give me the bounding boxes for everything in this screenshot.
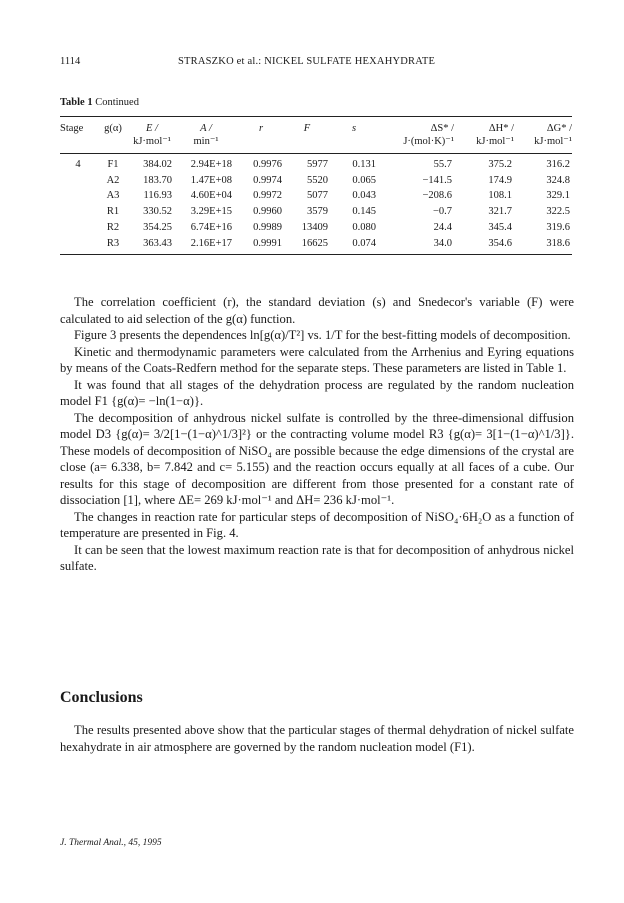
table-row [60, 236, 572, 255]
table-header-row-2 [60, 135, 572, 154]
page-number: 1114 [60, 56, 81, 67]
table-cell: 330.52 [143, 206, 172, 218]
table-cell: 0.131 [352, 159, 376, 170]
table-cell: 5520 [307, 174, 328, 186]
table-cell: 6.74E+16 [190, 221, 232, 233]
header-cell: ΔS* / [430, 123, 454, 134]
table-cell: R3 [106, 237, 120, 249]
table-cell: 0.145 [352, 206, 376, 218]
table-cell: A2 [106, 174, 120, 186]
table-row [60, 173, 572, 189]
table-cell: 375.2 [488, 159, 512, 170]
table-cell: 116.93 [143, 190, 172, 202]
table-cell: 5977 [307, 159, 328, 170]
paragraph: It can be seen that the lowest maximum reaction rate is that for decomposition of anhydrous nickel sulfate. [60, 542, 574, 573]
table-cell: R1 [106, 206, 120, 218]
header-cell: J·(mol·K)⁻¹ [403, 136, 454, 147]
table-cell: 0.9991 [253, 237, 282, 249]
table-cell: 354.25 [143, 221, 172, 233]
table-cell: 0.074 [352, 237, 376, 249]
table-cell: 24.4 [433, 221, 452, 233]
table-cell: −0.7 [432, 206, 452, 218]
table-cell: 0.080 [352, 221, 376, 233]
paragraph: Kinetic and thermodynamic parameters were calculated from the Arrhenius and Eyring equations by means of the Coats-Redfern method for the separate steps. These parameters are listed in Table 1. [60, 344, 574, 375]
header-cell: ΔG* / [546, 123, 572, 134]
table-cell: 0.9976 [253, 159, 282, 170]
table-cell: 0.065 [352, 174, 376, 186]
table-cell: 384.02 [143, 159, 172, 170]
header-cell [60, 135, 96, 154]
header-cell: kJ·mol⁻¹ [534, 136, 572, 147]
table-cell: 34.0 [433, 237, 452, 249]
table-caption-rest: Continued [92, 97, 139, 108]
table-cell: −141.5 [422, 174, 452, 186]
header-cell: E / [146, 123, 158, 134]
header-cell: s [351, 123, 357, 134]
table-cell: 316.2 [546, 159, 570, 170]
table-cell: 4 [75, 159, 81, 170]
table-cell: 55.7 [433, 159, 452, 170]
table-header-row-1 [60, 117, 572, 136]
table-cell: 2.94E+18 [190, 159, 232, 170]
table-cell: 174.9 [488, 174, 512, 186]
table-caption [60, 97, 139, 108]
table-cell: A3 [106, 190, 120, 202]
table-cell: 1.47E+08 [190, 174, 232, 186]
header-cell: kJ·mol⁻¹ [476, 136, 514, 147]
body-text [60, 294, 574, 575]
paragraph: The decomposition of anhydrous nickel sulfate is controlled by the three-dimensional diffusion model D3 {g(α)= 3/2[1−(1−α)^1/3]²} or the contracting volume model R3 {g(α)= 3[1−(1−α)^1/3]}. These models of decomposition of NiSO₄ are possible because the edge dimensions of the crystal are close (a= 6.338, b= 7.842 and c= 5.155) and the reaction occurs equally at all faces of a cube. Our results for this stage of decomposition are different from those presented for a constant rate of dissociation [1], where ΔE= 269 kJ·mol⁻¹ and ΔH= 236 kJ·mol⁻¹. [60, 410, 574, 507]
table-cell: 4.60E+04 [190, 190, 232, 202]
table-cell: 0.9989 [253, 221, 282, 233]
section-heading: Conclusions [60, 689, 143, 706]
running-head: STRASZKO et al.: NICKEL SULFATE HEXAHYDRATE [178, 56, 436, 67]
table-cell [60, 188, 96, 204]
header-cell: r [258, 123, 264, 134]
table-cell: 0.9972 [253, 190, 282, 202]
header-cell [96, 135, 130, 154]
table-cell: 0.9960 [253, 206, 282, 218]
paragraph: Figure 3 presents the dependences ln[g(α)/T²] vs. 1/T for the best-fitting models of decomposition. [74, 328, 571, 342]
paragraph: The results presented above show that the particular stages of thermal dehydration of nickel sulfate hexahydrate in air atmosphere are governed by the random nucleation model (F1). [60, 723, 574, 754]
table-cell: F1 [107, 159, 119, 170]
header-cell [330, 135, 378, 154]
table-cell: 0.043 [352, 190, 376, 202]
table-cell: 329.1 [546, 190, 570, 202]
header-cell: F [303, 123, 311, 134]
table-cell: 354.6 [488, 237, 512, 249]
table-cell: 324.8 [546, 174, 570, 186]
table-cell: 16625 [301, 237, 328, 249]
conclusion-text [60, 722, 574, 755]
table-cell: 321.7 [488, 206, 512, 218]
header-cell: min⁻¹ [193, 136, 219, 147]
table-cell: 363.43 [143, 237, 172, 249]
table-caption-label: Table 1 [60, 97, 93, 108]
table-cell [60, 236, 96, 255]
table-cell: 0.9974 [253, 174, 282, 186]
table-cell: R2 [106, 221, 120, 233]
data-table [60, 116, 572, 255]
paragraph: It was found that all stages of the dehydration process are regulated by the random nucleation model F1 {g(α)= −ln(1−α)}. [60, 377, 574, 408]
paragraph: The correlation coefficient (r), the standard deviation (s) and Snedecor's variable (F) were calculated to aid selection of the g(α) function. [60, 295, 574, 326]
table-cell: 183.70 [143, 174, 172, 186]
table-row [60, 188, 572, 204]
header-cell [238, 135, 284, 154]
table-cell: −208.6 [422, 190, 452, 202]
table-cell: 322.5 [546, 206, 570, 218]
header-cell: ΔH* / [488, 123, 514, 134]
header-cell [284, 135, 330, 154]
header-cell: g(α) [104, 123, 122, 134]
table-cell [60, 204, 96, 220]
table-row [60, 220, 572, 236]
table-cell: 318.6 [546, 237, 570, 249]
table-cell: 108.1 [488, 190, 512, 202]
table-cell: 3.29E+15 [190, 206, 232, 218]
table-row [60, 154, 572, 173]
table-cell: 345.4 [488, 221, 512, 233]
header-cell: Stage [60, 123, 84, 134]
table-cell: 3579 [307, 206, 328, 218]
table-cell: 319.6 [546, 221, 570, 233]
paragraph: The changes in reaction rate for particular steps of decomposition of NiSO₄·6H₂O as a function of temperature are presented in Fig. 4. [60, 509, 574, 540]
header-cell: kJ·mol⁻¹ [133, 136, 171, 147]
table-cell: 13409 [301, 221, 328, 233]
table-row [60, 204, 572, 220]
table-cell [60, 220, 96, 236]
table-cell [60, 173, 96, 189]
table-cell: 5077 [307, 190, 328, 202]
header-cell: A / [200, 123, 212, 134]
table-cell: 2.16E+17 [190, 237, 232, 249]
journal-footer: J. Thermal Anal., 45, 1995 [60, 838, 162, 848]
